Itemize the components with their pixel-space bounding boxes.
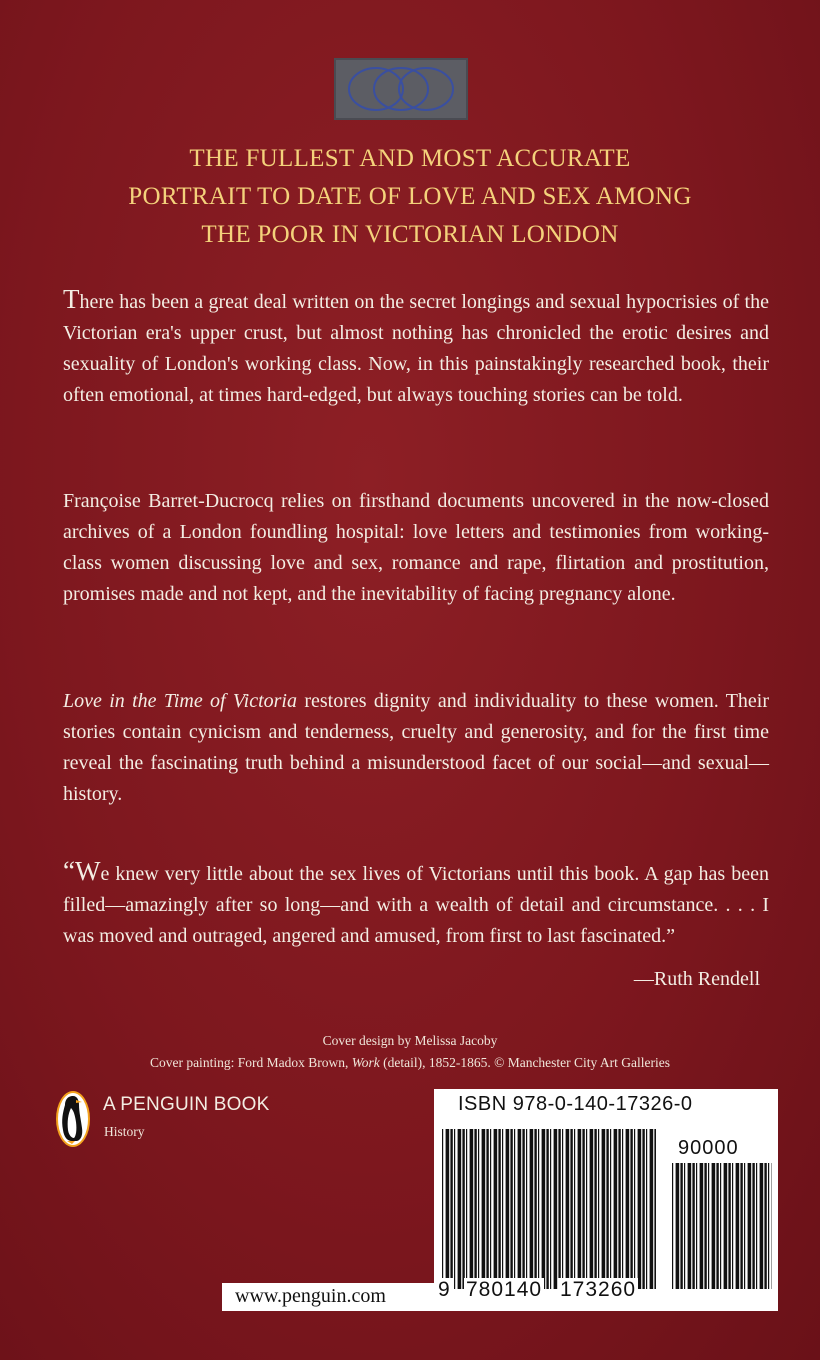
series-logo bbox=[334, 58, 468, 120]
barcode-bar bbox=[764, 1163, 766, 1289]
barcode-bar bbox=[562, 1129, 563, 1289]
description-paragraph-3 bbox=[63, 686, 769, 810]
description-paragraph-2: Françoise Barret-Ducrocq relies on firsthand documents uncovered in the now-closed archives of a London foundling hospital: love letters and testimonies from working-class women discussing love and sex, romance and rape, flirtation and prostitution, promises made and not kept, and the inevitability of facing pregnancy alone. bbox=[63, 490, 769, 605]
barcode-bar bbox=[570, 1129, 572, 1289]
barcode-bar bbox=[538, 1129, 539, 1289]
barcode-bar bbox=[534, 1129, 536, 1289]
blurb-quote bbox=[63, 856, 769, 952]
barcode-bar bbox=[458, 1129, 462, 1289]
barcode-bar bbox=[482, 1129, 486, 1289]
painting-credit: Cover painting: Ford Madox Brown, Work (detail), 1852-1865. © Manchester City Art Galleries bbox=[149, 1055, 671, 1070]
quote-attribution: —Ruth Rendell bbox=[633, 968, 760, 990]
barcode-bar bbox=[466, 1129, 467, 1289]
barcode-bar bbox=[470, 1129, 474, 1289]
isbn-label: ISBN 978-0-140-17326-0 bbox=[458, 1093, 693, 1115]
book-title: Love in the Time of Victoria bbox=[63, 690, 297, 712]
barcode-bar bbox=[756, 1163, 757, 1289]
barcode-bar bbox=[768, 1163, 769, 1289]
painting-title: Work bbox=[351, 1055, 380, 1070]
barcode-bar bbox=[654, 1129, 656, 1289]
barcode-bar bbox=[732, 1163, 733, 1289]
barcode-bar bbox=[752, 1163, 754, 1289]
paragraph-initial: T bbox=[63, 284, 80, 314]
barcode-bar bbox=[454, 1129, 455, 1289]
barcode-bar bbox=[630, 1129, 632, 1289]
barcode-bar bbox=[736, 1163, 740, 1289]
description-paragraph-1 bbox=[63, 284, 769, 411]
barcode-bar bbox=[700, 1163, 704, 1289]
barcode-bar bbox=[626, 1129, 630, 1289]
barcode-bar bbox=[748, 1163, 752, 1289]
barcode-bar bbox=[680, 1163, 682, 1289]
barcode-bar bbox=[462, 1129, 464, 1289]
barcode-bar bbox=[610, 1129, 611, 1289]
website-url[interactable]: www.penguin.com bbox=[235, 1285, 386, 1307]
barcode-bars bbox=[442, 1129, 656, 1289]
isbn-barcode bbox=[434, 1089, 778, 1311]
barcode-digit-group-1: 780140 bbox=[466, 1278, 543, 1301]
barcode-bar bbox=[696, 1163, 697, 1289]
headline-line-2: PORTRAIT TO DATE OF LOVE AND SEX AMONG bbox=[128, 183, 692, 210]
design-credit: Cover design by Melissa Jacoby bbox=[322, 1033, 498, 1048]
barcode-bar bbox=[622, 1129, 623, 1289]
barcode-bar bbox=[672, 1163, 673, 1289]
barcode-bar bbox=[740, 1163, 742, 1289]
barcode-bar bbox=[498, 1129, 500, 1289]
headline bbox=[40, 140, 780, 254]
barcode-bar bbox=[728, 1163, 730, 1289]
barcode-bar bbox=[676, 1163, 680, 1289]
barcode-bar bbox=[704, 1163, 706, 1289]
price-code: 90000 bbox=[678, 1137, 739, 1159]
three-rings-icon bbox=[334, 58, 468, 120]
barcode-bar bbox=[522, 1129, 524, 1289]
barcode-bar bbox=[606, 1129, 608, 1289]
barcode-bar bbox=[542, 1129, 546, 1289]
barcode-bar bbox=[586, 1129, 587, 1289]
barcode-bar bbox=[590, 1129, 594, 1289]
barcode-bar bbox=[442, 1129, 443, 1289]
barcode-bar bbox=[574, 1129, 575, 1289]
barcode-bar bbox=[582, 1129, 584, 1289]
barcode-bar bbox=[546, 1129, 548, 1289]
barcode-bar bbox=[474, 1129, 476, 1289]
barcode-bar bbox=[594, 1129, 596, 1289]
barcode-bar bbox=[486, 1129, 488, 1289]
barcode-bar bbox=[716, 1163, 718, 1289]
barcode-bar bbox=[646, 1129, 647, 1289]
barcode-bar bbox=[490, 1129, 491, 1289]
penguin-logo-icon bbox=[55, 1090, 91, 1148]
barcode-bar bbox=[446, 1129, 450, 1289]
book-category: History bbox=[104, 1124, 145, 1139]
barcode-bar bbox=[618, 1129, 620, 1289]
barcode-bar bbox=[634, 1129, 635, 1289]
website-box bbox=[222, 1283, 434, 1311]
barcode-bar bbox=[566, 1129, 570, 1289]
barcode-bar bbox=[506, 1129, 510, 1289]
barcode-bar bbox=[642, 1129, 644, 1289]
barcode-bar bbox=[494, 1129, 498, 1289]
quote-opening: “W bbox=[63, 856, 101, 886]
barcode-bar bbox=[526, 1129, 527, 1289]
barcode-bar bbox=[514, 1129, 515, 1289]
quote-text: e knew very little about the sex lives of Victorians until this book. A gap has been filled—amazingly after so long—and with a wealth of detail and circumstance. . . . I was moved and outraged, angered and amused, from first to last fascinated.” bbox=[63, 863, 769, 947]
barcode-bar bbox=[450, 1129, 452, 1289]
barcode-bar bbox=[510, 1129, 512, 1289]
publisher-brand: A PENGUIN BOOK bbox=[103, 1094, 270, 1115]
barcode-bar bbox=[708, 1163, 709, 1289]
barcode-bar bbox=[550, 1129, 551, 1289]
barcode-bar bbox=[502, 1129, 503, 1289]
paragraph-text: restores dignity and individuality to these women. Their stories contain cynicism and tenderness, cruelty and generosity, and for the first time reveal the fascinating truth behind a misunderstood facet of our social—and sexual—history. bbox=[63, 690, 770, 805]
barcode-digit-group-2: 173260 bbox=[560, 1278, 637, 1301]
barcode-bar bbox=[518, 1129, 522, 1289]
barcode-bar bbox=[602, 1129, 606, 1289]
paragraph-text: here has been a great deal written on the secret longings and sexual hypocrisies of the Victorian era's upper crust, but almost nothing has chronicled the erotic desires and sexuality of London's working class. Now, in this painstakingly researched book, their often emotional, at times hard-edged, but always touching stories can be told. bbox=[63, 291, 769, 406]
barcode-bar bbox=[692, 1163, 694, 1289]
barcode-bar bbox=[688, 1163, 692, 1289]
barcode-bar bbox=[720, 1163, 721, 1289]
barcode-bar bbox=[760, 1163, 764, 1289]
barcode-bar bbox=[530, 1129, 534, 1289]
barcode-bar bbox=[614, 1129, 618, 1289]
barcode-bar bbox=[744, 1163, 745, 1289]
barcode-bar bbox=[598, 1129, 599, 1289]
barcode-bar bbox=[558, 1129, 560, 1289]
headline-line-1: THE FULLEST AND MOST ACCURATE bbox=[189, 145, 631, 172]
headline-line-3: THE POOR IN VICTORIAN LONDON bbox=[201, 221, 619, 248]
cover-credits bbox=[60, 1030, 760, 1074]
barcode-bar bbox=[578, 1129, 582, 1289]
barcode-bar bbox=[684, 1163, 685, 1289]
barcode-bar bbox=[554, 1129, 558, 1289]
barcode-bar bbox=[638, 1129, 642, 1289]
barcode-bar bbox=[650, 1129, 654, 1289]
barcode-bar bbox=[478, 1129, 479, 1289]
barcode-bar bbox=[712, 1163, 716, 1289]
barcode-addon-bars bbox=[672, 1163, 772, 1289]
barcode-digit-lead: 9 bbox=[438, 1278, 451, 1301]
barcode-bar bbox=[724, 1163, 728, 1289]
